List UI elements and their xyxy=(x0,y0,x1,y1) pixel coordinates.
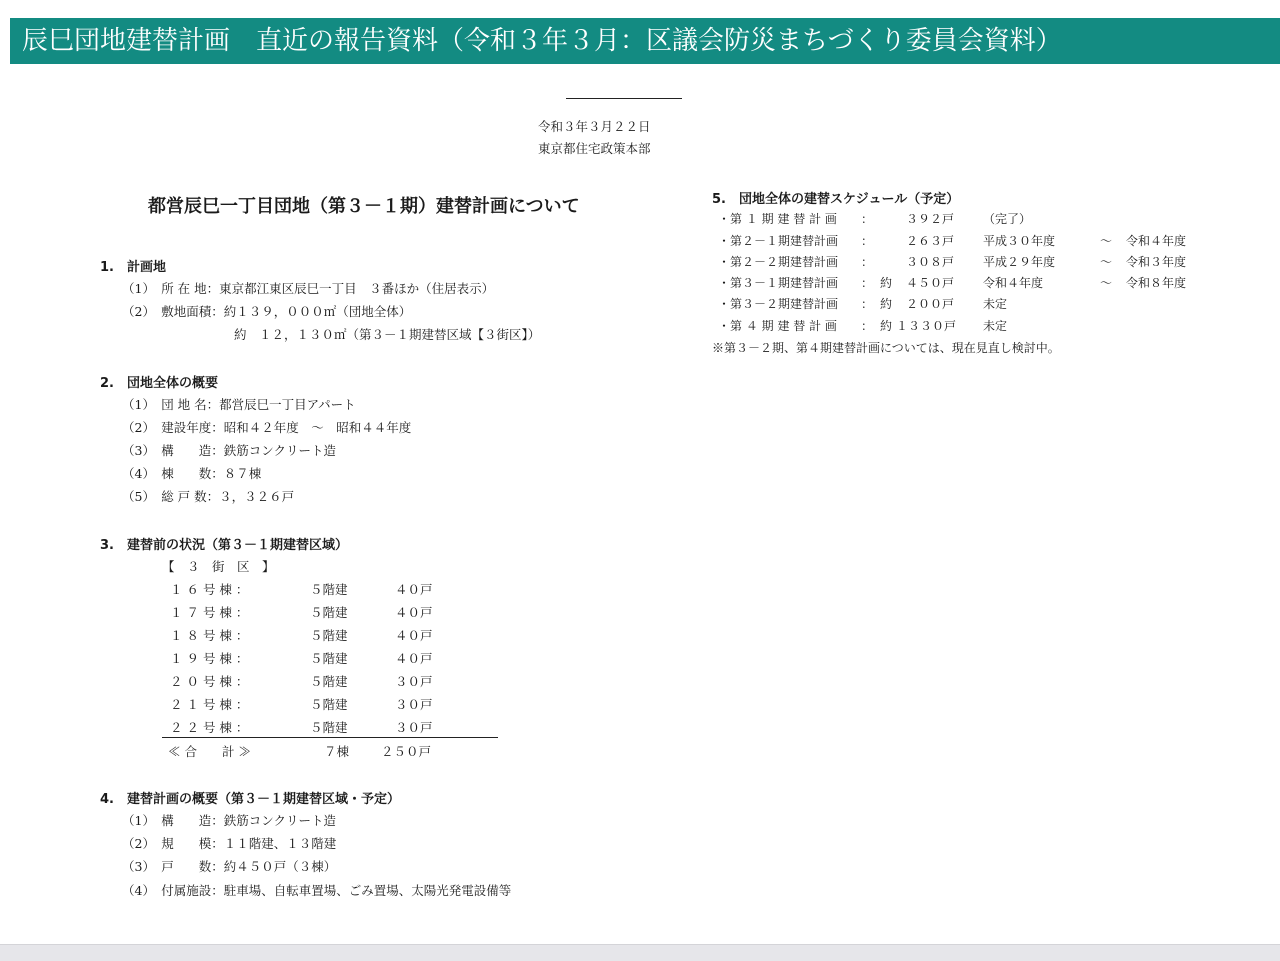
document-title: 都営辰巳一丁目団地（第３－１期）建替計画について xyxy=(148,196,580,217)
section1-line: （2） 敷地面積：約１３９，０００㎡（団地全体） xyxy=(122,304,412,319)
building-units: ３０戸 xyxy=(395,697,433,712)
schedule-tilde: ～ xyxy=(1100,276,1113,290)
building-floors: ５階建 xyxy=(310,720,348,735)
schedule-units: １３３０戸 xyxy=(896,319,957,333)
schedule-sep: ： xyxy=(861,297,874,311)
building-units: ４０戸 xyxy=(395,628,433,643)
bottom-scrollbar[interactable] xyxy=(0,944,1280,961)
building-units: ３０戸 xyxy=(395,674,433,689)
schedule-start: 未定 xyxy=(983,319,1008,333)
schedule-sep: ： xyxy=(861,234,874,248)
top-rule xyxy=(566,98,682,99)
schedule-sep: ： xyxy=(861,212,874,226)
building-name: ２ ２ 号 棟 ： xyxy=(170,720,249,735)
building-name: １ ８ 号 棟 ： xyxy=(170,628,249,643)
building-floors: ５階建 xyxy=(310,582,348,597)
schedule-note: ※第３－２期、第４期建替計画については、現在見直し検討中。 xyxy=(712,341,1060,355)
section2-line: （1） 団 地 名：都営辰巳一丁目アパート xyxy=(122,397,356,412)
section4-heading: 4. 建替計画の概要（第３－１期建替区域・予定） xyxy=(100,792,400,807)
schedule-approx: 約 xyxy=(880,319,893,333)
section2-line: （5） 総 戸 数：３，３２６戸 xyxy=(122,489,295,504)
building-units: ４０戸 xyxy=(395,582,433,597)
schedule-start: （完了） xyxy=(983,212,1032,226)
schedule-start: 平成３０年度 xyxy=(983,234,1056,248)
schedule-approx: 約 xyxy=(880,297,893,311)
document-date: 令和３年３月２２日 xyxy=(538,119,651,134)
section1-line: （1） 所 在 地：東京都江東区辰巳一丁目 ３番ほか（住居表示） xyxy=(122,281,495,296)
schedule-sep: ： xyxy=(861,276,874,290)
building-units: ４０戸 xyxy=(395,651,433,666)
section5-heading: 5. 団地全体の建替スケジュール（予定） xyxy=(712,192,960,207)
building-floors: ５階建 xyxy=(310,605,348,620)
building-floors: ５階建 xyxy=(310,697,348,712)
section2-line: （2） 建設年度：昭和４２年度 ～ 昭和４４年度 xyxy=(122,420,412,435)
schedule-phase: ・第２－１期建替計画 xyxy=(718,234,839,248)
page-title: 辰巳団地建替計画 直近の報告資料（令和３年３月：区議会防災まちづくり委員会資料） xyxy=(10,18,1280,64)
document-issuer: 東京都住宅政策本部 xyxy=(538,141,651,156)
building-floors: ５階建 xyxy=(310,651,348,666)
schedule-phase: ・第３－１期建替計画 xyxy=(718,276,839,290)
schedule-end: 令和３年度 xyxy=(1126,255,1187,269)
date-block xyxy=(538,116,651,160)
schedule-phase: ・第 ４ 期 建 替 計 画 xyxy=(718,319,837,333)
schedule-start: 平成２９年度 xyxy=(983,255,1056,269)
section4-line: （1） 構 造：鉄筋コンクリート造 xyxy=(122,813,336,828)
section2-line: （3） 構 造：鉄筋コンクリート造 xyxy=(122,443,336,458)
building-units: ３０戸 xyxy=(395,720,433,735)
section1-heading: 1. 計画地 xyxy=(100,260,166,275)
section4-line: （2） 規 模：１１階建、１３階建 xyxy=(122,836,337,851)
schedule-units: ４５０戸 xyxy=(906,276,955,290)
schedule-units: ２００戸 xyxy=(906,297,955,311)
building-units: ４０戸 xyxy=(395,605,433,620)
schedule-approx: 約 xyxy=(880,276,893,290)
building-floors: ５階建 xyxy=(310,674,348,689)
building-name: １ ７ 号 棟 ： xyxy=(170,605,249,620)
schedule-units: ３０８戸 xyxy=(906,255,955,269)
total-label: ≪ 合 計 ≫ xyxy=(168,744,251,759)
schedule-tilde: ～ xyxy=(1100,234,1113,248)
schedule-start: 未定 xyxy=(983,297,1008,311)
total-units: ２５０戸 xyxy=(381,744,432,759)
building-floors: ５階建 xyxy=(310,628,348,643)
building-name: １ ９ 号 棟 ： xyxy=(170,651,249,666)
section2-line: （4） 棟 数：８７棟 xyxy=(122,466,262,481)
building-name: ２ １ 号 棟 ： xyxy=(170,697,249,712)
building-name: １ ６ 号 棟 ： xyxy=(170,582,249,597)
section4-line: （4） 付属施設：駐車場、自転車置場、ごみ置場、太陽光発電設備等 xyxy=(122,883,512,898)
section1-line: 約 １２，１３０㎡（第３－１期建替区域【３街区】） xyxy=(234,327,541,342)
schedule-sep: ： xyxy=(861,319,874,333)
section2-heading: 2. 団地全体の概要 xyxy=(100,376,218,391)
schedule-phase: ・第２－２期建替計画 xyxy=(718,255,839,269)
building-name: ２ ０ 号 棟 ： xyxy=(170,674,249,689)
section4-line: （3） 戸 数：約４５０戸（３棟） xyxy=(122,859,337,874)
schedule-start: 令和４年度 xyxy=(983,276,1044,290)
schedule-sep: ： xyxy=(861,255,874,269)
district-label: 【 ３ 街 区 】 xyxy=(162,559,275,574)
schedule-units: ２６３戸 xyxy=(906,234,955,248)
schedule-phase: ・第 １ 期 建 替 計 画 xyxy=(718,212,837,226)
total-rule xyxy=(162,737,498,738)
section3-heading: 3. 建替前の状況（第３－１期建替区域） xyxy=(100,538,348,553)
schedule-units: ３９２戸 xyxy=(906,212,955,226)
schedule-phase: ・第３－２期建替計画 xyxy=(718,297,839,311)
schedule-end: 令和４年度 xyxy=(1126,234,1187,248)
total-buildings: ７棟 xyxy=(324,744,350,759)
schedule-end: 令和８年度 xyxy=(1126,276,1187,290)
schedule-tilde: ～ xyxy=(1100,255,1113,269)
